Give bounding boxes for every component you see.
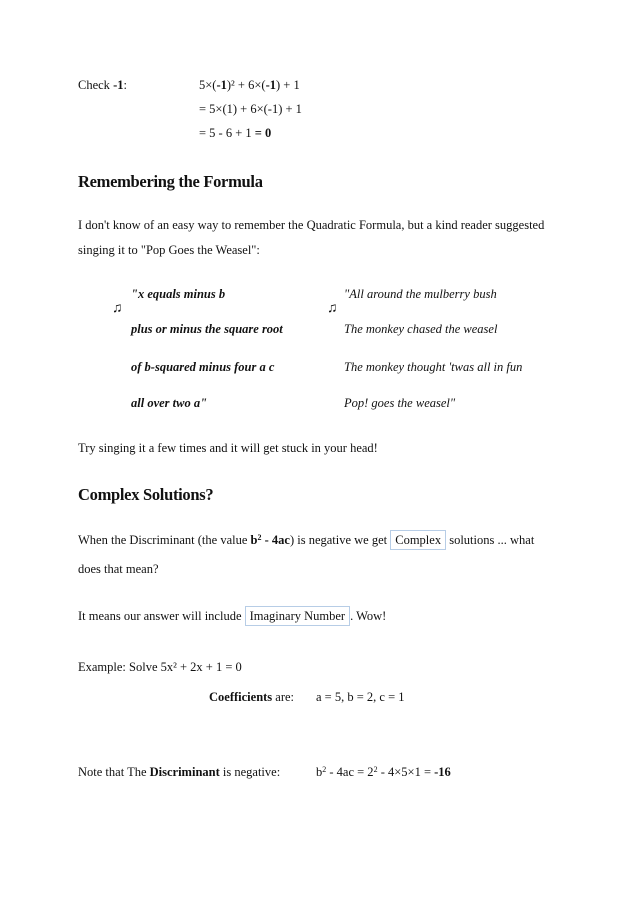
imaginary-paragraph: It means our answer will include Imaginary Number . Wow!	[78, 609, 386, 624]
lyric-formula-line: plus or minus the square root	[131, 322, 283, 336]
discriminant-calculation: $b^2 - 4ac = 2^2 - 4\times 5\times 1 = -16$	[316, 765, 451, 779]
lyric-song-line: The monkey thought 'twas all in fun	[344, 360, 523, 374]
lyric-formula-line: of b-squared minus four a c	[131, 360, 275, 374]
music-note-icon: ♫	[327, 301, 338, 316]
lyric-formula-line: all over two a"	[131, 396, 208, 410]
section-heading-complex: Complex Solutions?	[78, 485, 214, 504]
music-note-icon: ♫	[112, 301, 123, 316]
check-line-3: = 5 - 6 + 1 = 0	[199, 126, 272, 140]
check-line-1: 5×(-1)² + 6×(-1) + 1	[199, 78, 300, 92]
example-equation: Example: Solve 5x² + 2x + 1 = 0	[78, 660, 242, 674]
section-heading-remembering: Remembering the Formula	[78, 172, 263, 191]
check-label: Check -1:	[78, 78, 127, 92]
lyric-song-line: The monkey chased the weasel	[344, 322, 498, 336]
complex-link[interactable]: Complex	[390, 530, 446, 550]
coefficients-values: a = 5, b = 2, c = 1	[316, 690, 405, 704]
lyric-song-line: "All around the mulberry bush	[344, 287, 497, 301]
imaginary-number-link[interactable]: Imaginary Number	[245, 606, 350, 626]
discriminant-note: Note that The Discriminant is negative:	[78, 765, 281, 779]
intro-paragraph-line-2: singing it to "Pop Goes the Weasel":	[78, 243, 260, 257]
intro-paragraph-line-1: I don't know of an easy way to remember the Quadratic Formula, but a kind reader suggested	[78, 218, 545, 232]
discriminant-paragraph-line-2: does that mean?	[78, 562, 159, 576]
lyric-song-line: Pop! goes the weasel"	[344, 396, 456, 410]
coefficients-label: Coefficients are:	[209, 690, 295, 704]
lyric-formula-line: "x equals minus b	[131, 287, 226, 301]
discriminant-paragraph-line-1: When the Discriminant (the value $b^2 - 4ac$) is negative we get Complex solutions ... what	[78, 533, 534, 548]
singing-tip: Try singing it a few times and it will get stuck in your head!	[78, 441, 378, 455]
check-line-2: = 5×(1) + 6×(-1) + 1	[199, 102, 302, 116]
